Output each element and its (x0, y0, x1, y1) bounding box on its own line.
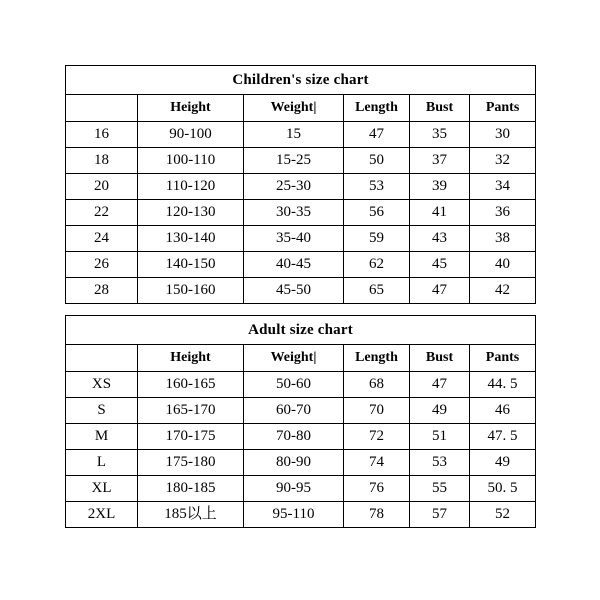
cell-length: 70 (344, 398, 410, 424)
cell-length: 72 (344, 424, 410, 450)
cell-length: 47 (344, 122, 410, 148)
cell-length: 74 (344, 450, 410, 476)
cell-size: 20 (66, 174, 138, 200)
table-header-row (66, 345, 536, 372)
cell-height: 165-170 (138, 398, 244, 424)
adult-size-chart (65, 315, 535, 528)
cell-size: 16 (66, 122, 138, 148)
cell-bust: 55 (410, 476, 470, 502)
cell-length: 56 (344, 200, 410, 226)
column-header-length: Length (344, 345, 410, 372)
table-row (66, 252, 536, 278)
column-header-size (66, 95, 138, 122)
cell-weight: 15 (244, 122, 344, 148)
cell-size: 18 (66, 148, 138, 174)
cell-pants: 47. 5 (470, 424, 536, 450)
cell-length: 65 (344, 278, 410, 304)
cell-bust: 47 (410, 278, 470, 304)
cell-pants: 42 (470, 278, 536, 304)
column-header-weight: Weight| (244, 345, 344, 372)
table-row (66, 398, 536, 424)
cell-height: 180-185 (138, 476, 244, 502)
cell-pants: 40 (470, 252, 536, 278)
cell-length: 59 (344, 226, 410, 252)
column-header-bust: Bust (410, 345, 470, 372)
table-row (66, 424, 536, 450)
cell-weight: 70-80 (244, 424, 344, 450)
table-row (66, 372, 536, 398)
cell-pants: 44. 5 (470, 372, 536, 398)
adult-size-chart-table (65, 315, 536, 528)
cell-bust: 53 (410, 450, 470, 476)
cell-size: 26 (66, 252, 138, 278)
children-size-chart-table (65, 65, 536, 304)
chart-title: Children's size chart (66, 66, 536, 95)
column-header-size (66, 345, 138, 372)
cell-weight: 80-90 (244, 450, 344, 476)
table-title-row (66, 316, 536, 345)
cell-height: 110-120 (138, 174, 244, 200)
cell-height: 185以上 (138, 502, 244, 528)
cell-length: 76 (344, 476, 410, 502)
cell-weight: 25-30 (244, 174, 344, 200)
cell-weight: 15-25 (244, 148, 344, 174)
table-row (66, 148, 536, 174)
cell-pants: 32 (470, 148, 536, 174)
cell-size: M (66, 424, 138, 450)
table-row (66, 502, 536, 528)
column-header-height: Height (138, 345, 244, 372)
cell-size: S (66, 398, 138, 424)
cell-pants: 50. 5 (470, 476, 536, 502)
cell-height: 90-100 (138, 122, 244, 148)
cell-bust: 51 (410, 424, 470, 450)
table-header-row (66, 95, 536, 122)
cell-height: 170-175 (138, 424, 244, 450)
cell-height: 100-110 (138, 148, 244, 174)
column-header-height: Height (138, 95, 244, 122)
cell-height: 120-130 (138, 200, 244, 226)
table-row (66, 476, 536, 502)
cell-weight: 95-110 (244, 502, 344, 528)
cell-height: 150-160 (138, 278, 244, 304)
cell-size: 24 (66, 226, 138, 252)
cell-weight: 45-50 (244, 278, 344, 304)
cell-size: 22 (66, 200, 138, 226)
cell-size: 28 (66, 278, 138, 304)
cell-weight: 30-35 (244, 200, 344, 226)
table-row (66, 174, 536, 200)
column-header-bust: Bust (410, 95, 470, 122)
cell-weight: 40-45 (244, 252, 344, 278)
cell-weight: 90-95 (244, 476, 344, 502)
cell-height: 160-165 (138, 372, 244, 398)
table-row (66, 122, 536, 148)
cell-size: XS (66, 372, 138, 398)
cell-length: 78 (344, 502, 410, 528)
cell-pants: 52 (470, 502, 536, 528)
table-row (66, 226, 536, 252)
cell-weight: 50-60 (244, 372, 344, 398)
column-header-length: Length (344, 95, 410, 122)
chart-title: Adult size chart (66, 316, 536, 345)
cell-bust: 41 (410, 200, 470, 226)
cell-length: 53 (344, 174, 410, 200)
cell-length: 68 (344, 372, 410, 398)
cell-pants: 38 (470, 226, 536, 252)
cell-pants: 30 (470, 122, 536, 148)
children-size-chart (65, 65, 535, 304)
cell-height: 140-150 (138, 252, 244, 278)
cell-bust: 47 (410, 372, 470, 398)
cell-bust: 49 (410, 398, 470, 424)
cell-height: 130-140 (138, 226, 244, 252)
cell-pants: 34 (470, 174, 536, 200)
cell-bust: 57 (410, 502, 470, 528)
cell-bust: 45 (410, 252, 470, 278)
cell-weight: 60-70 (244, 398, 344, 424)
cell-length: 62 (344, 252, 410, 278)
table-row (66, 450, 536, 476)
table-row (66, 278, 536, 304)
column-header-pants: Pants (470, 345, 536, 372)
cell-size: L (66, 450, 138, 476)
cell-bust: 43 (410, 226, 470, 252)
cell-size: 2XL (66, 502, 138, 528)
column-header-pants: Pants (470, 95, 536, 122)
cell-bust: 39 (410, 174, 470, 200)
cell-size: XL (66, 476, 138, 502)
column-header-weight: Weight| (244, 95, 344, 122)
cell-length: 50 (344, 148, 410, 174)
table-row (66, 200, 536, 226)
cell-pants: 36 (470, 200, 536, 226)
cell-pants: 49 (470, 450, 536, 476)
cell-weight: 35-40 (244, 226, 344, 252)
cell-bust: 35 (410, 122, 470, 148)
cell-height: 175-180 (138, 450, 244, 476)
cell-pants: 46 (470, 398, 536, 424)
cell-bust: 37 (410, 148, 470, 174)
table-title-row (66, 66, 536, 95)
